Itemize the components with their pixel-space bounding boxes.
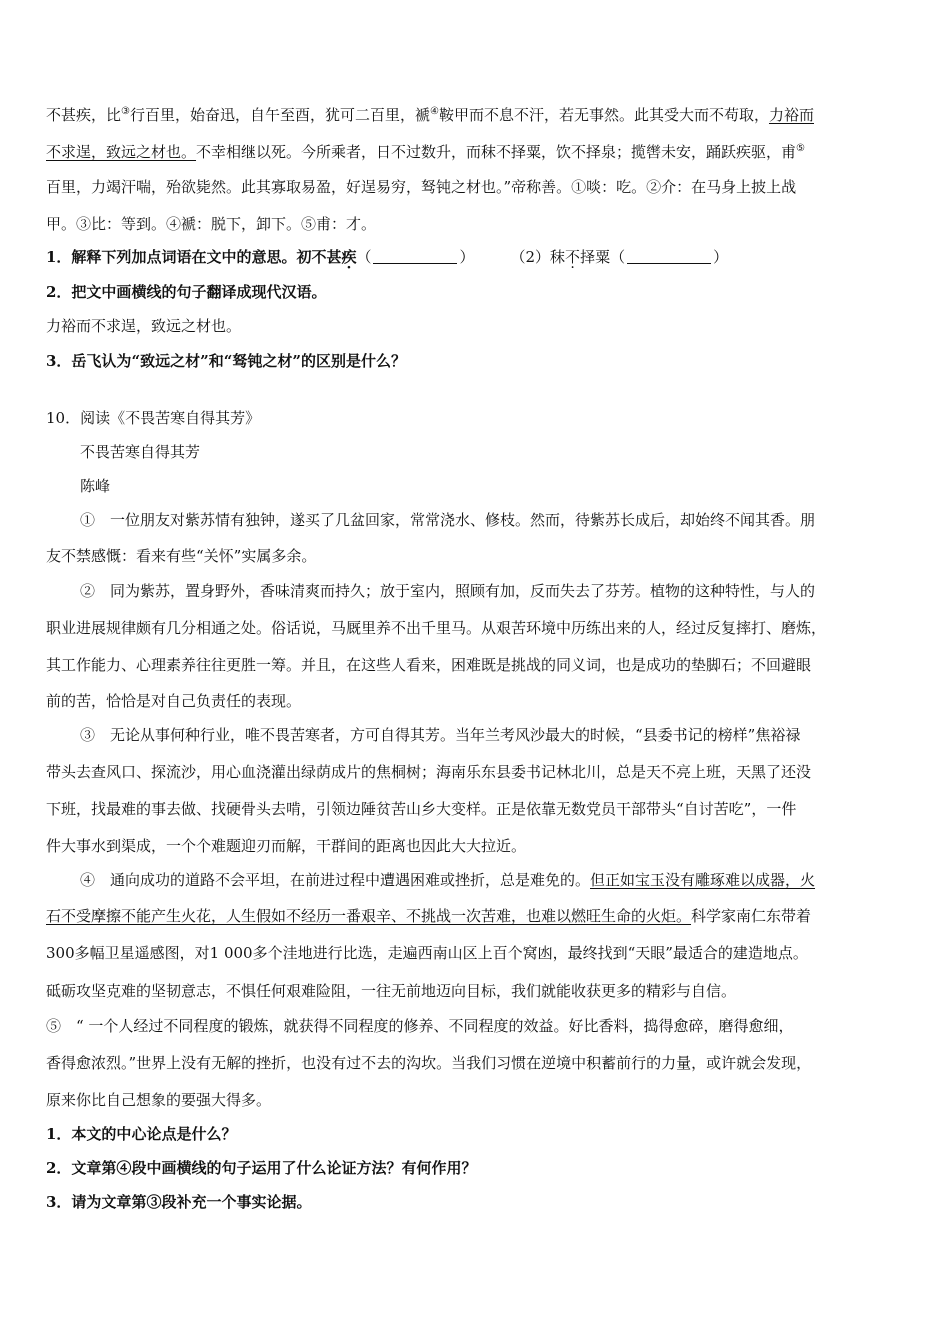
article-title: 不畏苦寒自得其芳 (80, 443, 201, 461)
paragraph-5-line-1: ⑤ “ 一个人经过不同程度的锻炼，就获得不同程度的修养、不同程度的效益。好比香料，捣得愈碎，磨得愈细， (46, 1017, 794, 1035)
underlined-sentence: 不求逞，致远之材也。 (46, 143, 197, 161)
dotted-word: 不 (565, 248, 581, 266)
question-10-heading: 10．阅读《不畏苦寒自得其芳》 (46, 409, 261, 427)
paragraph-5-line-3: 原来你比自己想象的要强大得多。 (46, 1091, 272, 1109)
passage-line-1 (46, 102, 814, 125)
text: 不幸相继以死。今所乘者，日不过数升，而秣不择粟，饮不择泉；揽辔未安，踊跃疾驱，甫 (196, 143, 797, 161)
paragraph-4-line-2 (46, 906, 811, 926)
paragraph-4-line-1 (80, 870, 815, 890)
passage-line-3: 百里，力竭汗喘，殆欲毙然。此其寡取易盈，好逞易穷，驽钝之材也。”帝称善。①啖：吃。②介：在马身上披上战 (46, 178, 797, 196)
question-10-1: 1．本文的中心论点是什么？ (46, 1125, 237, 1143)
text: 不甚疾，比 (46, 106, 122, 124)
article-author: 陈峰 (80, 477, 111, 495)
paragraph-2-line-3: 其工作能力、心理素养往往更胜一筹。并且，在这些人看来，困难既是挑战的同义词，也是成功的垫脚石；不回避眼 (46, 656, 812, 674)
text: 行百里，始奋迅，自午至酉，犹可二百里，褫 (129, 106, 430, 124)
question-10-2: 2．文章第④段中画横线的句子运用了什么论证方法？有何作用？ (46, 1159, 477, 1177)
paragraph-2-line-1: ② 同为紫苏，置身野外，香味清爽而持久；放于室内，照顾有加，反而失去了芬芳。植物的这种特性，与人的 (80, 582, 816, 600)
underlined-sentence: 石不受摩擦不能产生火花，人生假如不经历一番艰辛、不挑战一次苦难，也难以燃旺生命的火炬。 (46, 907, 692, 925)
question-text: （2）秣 (510, 248, 566, 266)
answer-blank[interactable] (627, 249, 711, 264)
dotted-word: 疾 (341, 248, 357, 266)
underlined-sentence: 但正如宝玉没有雕琢难以成器，火 (590, 871, 816, 889)
question-9-2-sentence: 力裕而不求逞，致远之材也。 (46, 317, 242, 335)
paragraph-2-line-4: 前的苦，恰恰是对自己负责任的表现。 (46, 692, 302, 710)
answer-blank[interactable] (373, 249, 457, 264)
paragraph-1-line-1: ① 一位朋友对紫苏情有独钟，遂买了几盆回家，常常浇水、修枝。然而，待紫苏长成后，却始终不闻其香。朋 (80, 511, 816, 529)
footnote-mark: ③ (121, 106, 130, 117)
footnote-mark: ④ (430, 106, 439, 117)
paragraph-5-line-2: 香得愈浓烈。”世界上没有无解的挫折，也没有过不去的沟坎。当我们习惯在逆境中积蓄前行的力量，或许就会发现， (46, 1054, 812, 1072)
question-9-2: 2．把文中画横线的句子翻译成现代汉语。 (46, 283, 327, 301)
paren: ） (713, 248, 729, 266)
passage-line-4: 甲。③比：等到。④褫：脱下，卸下。⑤甫：才。 (46, 215, 377, 233)
footnote-mark: ⑤ (796, 143, 805, 154)
paragraph-3-line-3: 下班，找最难的事去做、找硬骨头去啃，引领边陲贫苦山乡大变样。正是依靠无数党员干部带头“自讨苦吃”，一件 (46, 800, 797, 818)
paragraph-3-line-4: 件大事水到渠成，一个个难题迎刃而解，干群间的距离也因此大大拉近。 (46, 837, 527, 855)
question-text: 择粟（ (580, 248, 626, 266)
paragraph-4-line-4: 砥砺攻坚克难的坚韧意志，不惧任何艰难险阻，一往无前地迈向目标，我们就能收获更多的精彩与自信。 (46, 982, 737, 1000)
passage-line-2 (46, 139, 805, 162)
paragraph-3-line-1: ③ 无论从事何种行业，唯不畏苦寒者，方可自得其芳。当年兰考风沙最大的时候，“县委书记的榜样”焦裕禄 (80, 726, 801, 744)
question-10-3: 3．请为文章第③段补充一个事实论据。 (46, 1193, 312, 1211)
paragraph-1-line-2: 友不禁感慨：看来有些“关怀”实属多余。 (46, 547, 317, 565)
underlined-sentence: 力裕而 (768, 106, 814, 124)
question-9-1 (46, 247, 728, 267)
question-9-3: 3．岳飞认为“致远之材”和“驽钝之材”的区别是什么？ (46, 352, 406, 370)
paren: ） (459, 248, 475, 266)
paragraph-4-line-3: 300多幅卫星遥感图，对1 000多个洼地进行比选，走遍西南山区上百个窝凼，最终找到“天眼”最适合的建造地点。 (46, 944, 808, 962)
text: ④ 通向成功的道路不会平坦，在前进过程中遭遇困难或挫折，总是难免的。 (80, 871, 591, 889)
paragraph-2-line-2: 职业进展规律颇有几分相通之处。俗话说，马厩里养不出千里马。从艰苦环境中历练出来的人，经过反复摔打、磨炼， (46, 619, 827, 637)
text: 鞍甲而不息不汗，若无事然。此其受大而不苟取， (438, 106, 769, 124)
paren: （ (356, 248, 372, 266)
paragraph-3-line-2: 带头去查风口、探流沙，用心血浇灌出绿荫成片的焦桐树；海南乐东县委书记林北川，总是天不亮上班，天黑了还没 (46, 763, 812, 781)
question-text: 1．解释下列加点词语在文中的意思。初不甚 (46, 248, 342, 266)
text: 科学家南仁东带着 (691, 907, 812, 925)
